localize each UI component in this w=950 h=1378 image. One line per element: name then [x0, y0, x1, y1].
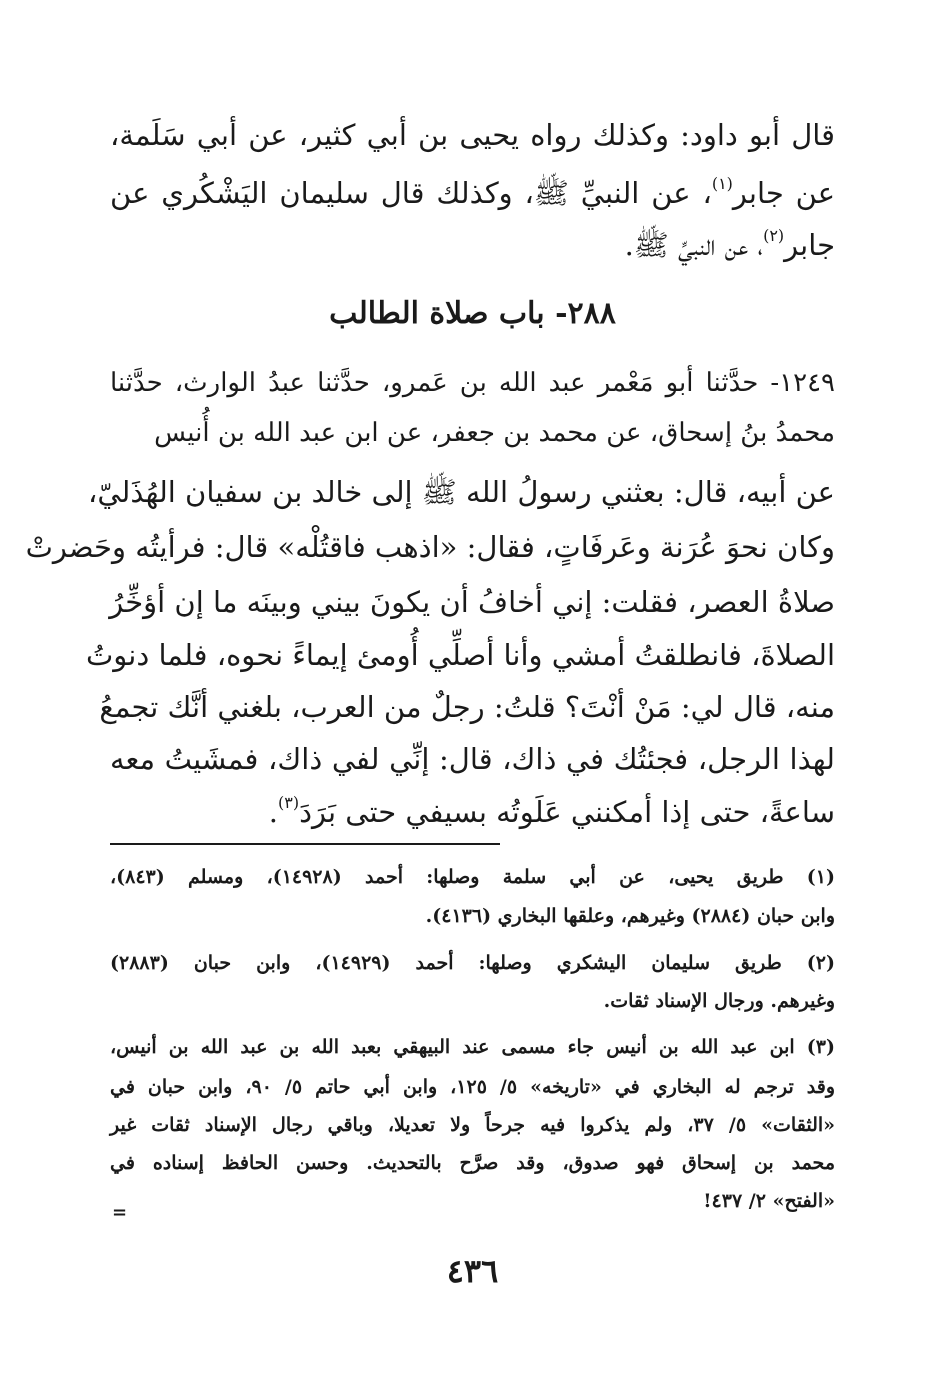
footnote-3-line-1: (٣) ابن عبد الله بن أنيس جاء مسمى عند البيهقي بعبد الله بن عبد الله بن أنيس،: [110, 1036, 835, 1058]
footnote-1-line-1: (١) طريق يحيى، عن أبي سلمة وصلها: أحمد (١٤٩٢٨)، ومسلم (٨٤٣)،: [110, 866, 835, 888]
hadith-line-2: وكان نحوَ عُرَنة وعَرفَاتٍ، فقال: «اذهب فاقتُلْه» قال: فرأيتُه وحَضرتْ: [25, 530, 835, 564]
footnote-1-line-2: وابن حبان (٢٨٨٤) وغيرهم، وعلقها البخاري (٤١٣٦).: [425, 905, 835, 927]
hadith-line-7: [110, 793, 835, 829]
isnad-line-1: ١٢٤٩- حدَّثنا أبو مَعْمر عبد الله بن عَمرو، حدَّثنا عبدُ الوارث، حدَّثنا: [110, 368, 835, 398]
isnad-line-2: محمدُ بنُ إسحاق، عن محمد بن جعفر، عن ابن عبد الله بن أُنيس: [154, 418, 835, 448]
continuation-mark: =: [112, 1202, 128, 1223]
footnote-3-line-4: محمد بن إسحاق فهو صدوق، وقد صرَّح بالتحديث. وحسن الحافظ إسناده في: [110, 1152, 835, 1174]
book-page: [25, 0, 836, 1378]
intro-text: جابر: [784, 228, 835, 262]
hadith-line-5: منه، قال لي: مَنْ أنْتَ؟ قلتُ: رجلٌ من العرب، بلغني أنَّك تجمعُ: [99, 690, 835, 724]
hadith-text: ساعةً، حتى إذا أمكنني عَلَوتُه بسيفي حتى بَرَدَ: [299, 795, 835, 829]
footnote-2-line-1: (٢) طريق سليمان اليشكري وصلها: أحمد (١٤٩٢٩)، وابن حبان (٢٨٨٣): [110, 952, 835, 974]
footnote-ref: (٢): [763, 226, 785, 245]
intro-line-2: [110, 174, 835, 218]
page-number: ٤٣٦: [446, 1252, 499, 1290]
chapter-heading: ٢٨٨- باب صلاة الطالب: [329, 296, 616, 331]
intro-line-3: [110, 226, 835, 270]
intro-text: عن جابر: [732, 176, 835, 210]
footnote-3-line-3: «الثقات» ٥/ ٣٧، ولم يذكروا فيه جرحاً ولا تعديلا، وباقي رجال الإسناد ثقات غير: [110, 1114, 836, 1136]
hadith-line-3: صلاةُ العصر، فقلت: إني أخافُ أن يكونَ بيني وبينَه ما إن أؤخِّرُ: [109, 585, 835, 619]
footnote-2-line-2: وغيرهم. ورجال الإسناد ثقات.: [603, 990, 835, 1012]
hadith-line-6: لهذا الرجل، فجئتُك في ذاك، قال: إنِّي لفي ذاك، فمشَيتُ معه: [110, 742, 835, 776]
intro-text: ، عن النبيِّ ﷺ، وكذلك قال سليمان اليَشْكُري عن: [110, 176, 712, 210]
footnote-separator: [110, 843, 500, 845]
footnote-3-line-5: «الفتح» ٢/ ٤٣٧!: [703, 1190, 835, 1212]
intro-text: قال أبو داود: وكذلك رواه يحيى بن أبي كثير، عن أبي سَلَمة،: [110, 118, 835, 152]
footnote-ref: (١): [711, 174, 733, 193]
footnote-3-line-2: وقد ترجم له البخاري في «تاريخه» ٥/ ١٢٥، وابن أبي حاتم ٥/ ٩٠، وابن حبان في: [110, 1076, 836, 1098]
footnote-ref: (٣): [278, 793, 300, 812]
intro-line-1: [110, 118, 835, 152]
intro-text: ، عن النبيِّ ﷺ.: [624, 228, 764, 262]
hadith-line-1: عن أبيه، قال: بعثني رسولُ الله ﷺ إلى خالد بن سفيان الهُذَليّ،: [87, 475, 835, 509]
hadith-line-4: الصلاةَ، فانطلقتُ أمشي وأنا أصلِّي أُومئ إيماءً نحوه، فلما دنوتُ: [85, 638, 835, 672]
hadith-text: .: [268, 795, 278, 829]
